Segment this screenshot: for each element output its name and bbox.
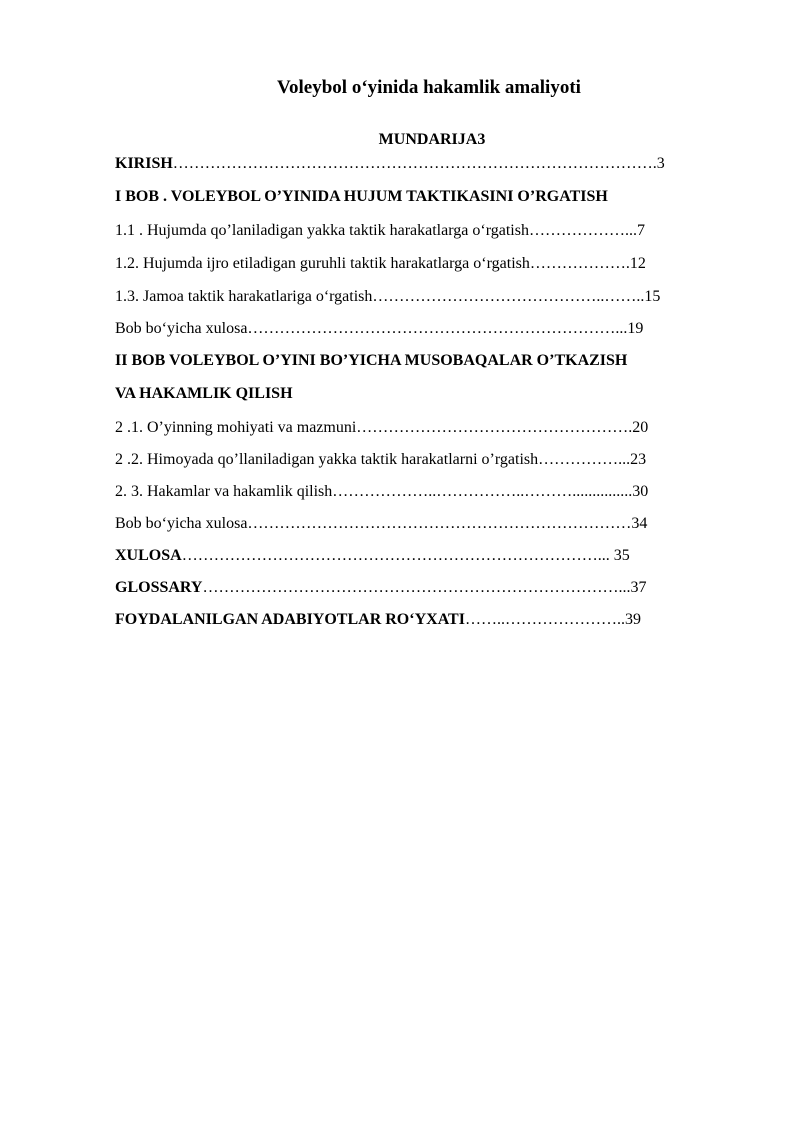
toc-entry-label: XULOSA bbox=[115, 547, 182, 564]
toc-chapter-2-line-1 bbox=[115, 351, 627, 371]
toc-entry-label: II BOB VOLEYBOL O’YINI BO’YICHA MUSOBAQALAR O’TKAZISH bbox=[115, 352, 628, 369]
document-title: Voleybol o‘yinida hakamlik amaliyoti bbox=[277, 77, 581, 98]
toc-entry-label: Bob bo‘yicha xulosa bbox=[115, 320, 248, 337]
toc-page-number: 30 bbox=[632, 483, 649, 500]
toc-entry-label: FOYDALANILGAN ADABIYOTLAR RO‘YXATI bbox=[115, 611, 465, 628]
toc-entry-label: 2 .2. Himoyada qo’llaniladigan yakka taktik harakatlarni o’rgatish bbox=[115, 451, 539, 468]
toc-leader-dots: ………………... bbox=[528, 222, 637, 239]
toc-entry-xulosa bbox=[115, 546, 630, 566]
toc-page-number: 39 bbox=[624, 611, 641, 628]
toc-entry-label: 1.3. Jamoa taktik harakatlariga o‘rgatish bbox=[115, 288, 373, 305]
toc-leader-dots: ……………………………………………………………………... bbox=[202, 579, 631, 596]
toc-leader-dots: ……………………………………………………………… bbox=[247, 515, 632, 532]
toc-page-number: 15 bbox=[644, 288, 661, 305]
toc-entry-chapter-1-summary bbox=[115, 319, 643, 339]
toc-chapter-1 bbox=[115, 187, 608, 207]
toc-entry-2-2 bbox=[115, 450, 646, 470]
toc-entry-bibliography bbox=[115, 610, 641, 630]
toc-entry-glossary bbox=[115, 578, 646, 598]
toc-leader-dots: ……………………………………………. bbox=[356, 419, 633, 436]
toc-leader-dots: ………………………………………………………………………………. bbox=[172, 155, 657, 172]
toc-entry-label: 1.1 . Hujumda qo’laniladigan yakka taktik harakatlarga o‘rgatish bbox=[115, 222, 529, 239]
toc-page-number: 20 bbox=[632, 419, 649, 436]
toc-entry-label: Bob bo‘yicha xulosa bbox=[115, 515, 248, 532]
toc-entry-label: I BOB . VOLEYBOL O’YINIDA HUJUM TAKTIKASINI O’RGATISH bbox=[115, 188, 608, 205]
toc-leader-dots: ………………..……………..………............... bbox=[332, 483, 633, 500]
toc-leader-dots: ……………………………………..…….. bbox=[372, 288, 645, 305]
toc-entry-label: 2 .1. O’yinning mohiyati va mazmuni bbox=[115, 419, 357, 436]
toc-page-number: 35 bbox=[613, 547, 630, 564]
toc-entry-2-1 bbox=[115, 418, 648, 438]
toc-entry-label: GLOSSARY bbox=[115, 579, 203, 596]
toc-page-number: 19 bbox=[627, 320, 644, 337]
toc-entry-label: 1.2. Hujumda ijro etiladigan guruhli taktik harakatlarga o‘rgatish bbox=[115, 255, 530, 272]
toc-entry-2-3 bbox=[115, 482, 648, 502]
toc-entry-1-3 bbox=[115, 287, 660, 307]
toc-leader-dots: ……………………………………………………………………... bbox=[181, 547, 614, 564]
toc-entry-chapter-2-summary bbox=[115, 514, 647, 534]
toc-leader-dots: ………………. bbox=[529, 255, 630, 272]
toc-entry-kirish bbox=[115, 154, 665, 174]
toc-entry-1-1 bbox=[115, 221, 645, 241]
toc-entry-1-2 bbox=[115, 254, 646, 274]
toc-page-number: 34 bbox=[631, 515, 648, 532]
toc-page-number: 37 bbox=[630, 579, 647, 596]
toc-leader-dots: ……………………………………………………………... bbox=[247, 320, 628, 337]
toc-entry-label: VA HAKAMLIK QILISH bbox=[115, 385, 293, 402]
toc-page-number: 7 bbox=[636, 222, 645, 239]
toc-heading: MUNDARIJA3 bbox=[378, 131, 486, 148]
toc-leader-dots: ……..………………….. bbox=[464, 611, 625, 628]
toc-chapter-2-line-2 bbox=[115, 384, 293, 404]
toc-page-number: 23 bbox=[630, 451, 647, 468]
toc-page-number: 12 bbox=[629, 255, 646, 272]
toc-entry-label: KIRISH bbox=[115, 155, 173, 172]
toc-leader-dots: ……………... bbox=[538, 451, 631, 468]
toc-page-number: 3 bbox=[656, 155, 665, 172]
toc-entry-label: 2. 3. Hakamlar va hakamlik qilish bbox=[115, 483, 333, 500]
